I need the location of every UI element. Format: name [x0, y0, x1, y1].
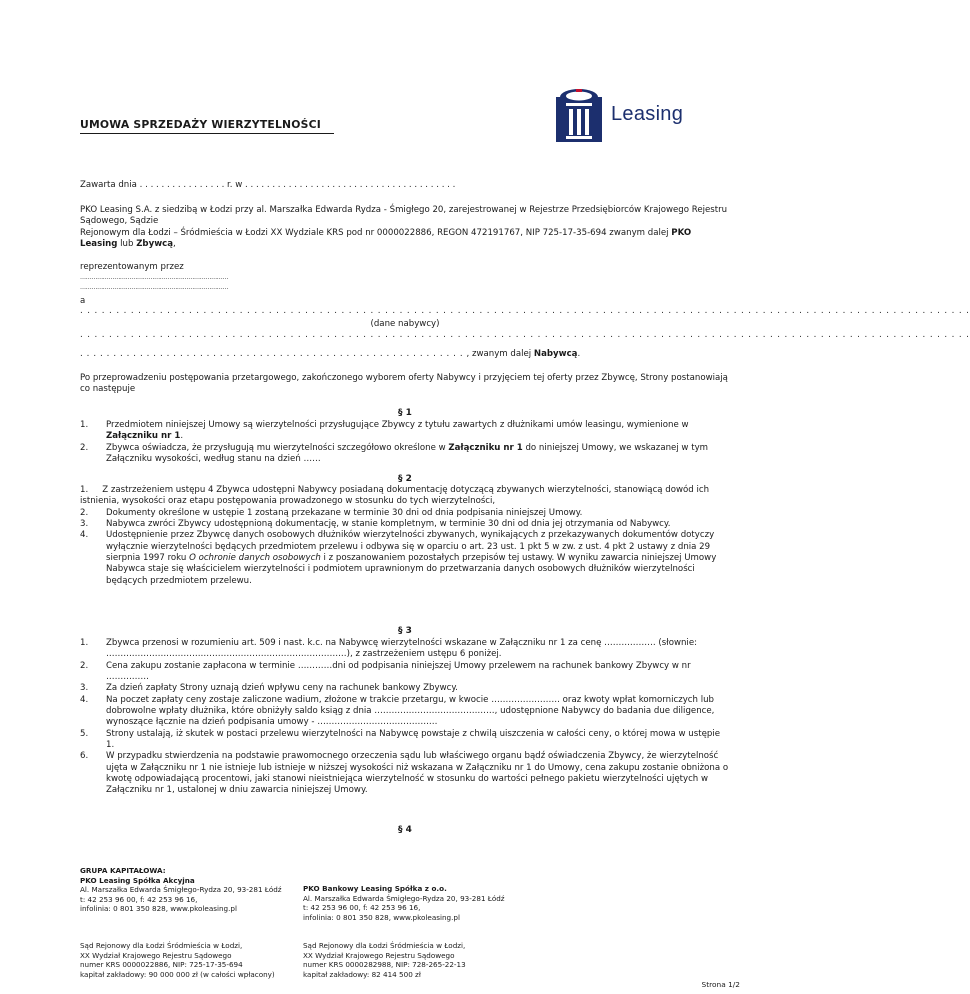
list-item: 5. Strony ustalają, iż skutek w postaci przelewu wierzytelności na Nabywcę powstaje z chwilą uiszczenia w całości ceny, o której mowa w ustępie 1. — [80, 728, 721, 751]
footer-right-registry: Sąd Rejonowy dla Łodzi Śródmieścia w Łodzi, XX Wydział Krajowego Rejestru Sądowego numer KRS 0000282988, NIP: 728-265-22-13 kapitał zakładowy: 82 414 500 zł — [303, 941, 466, 979]
list-item: 2. Dokumenty określone w ustępie 1 zostaną przekazane w terminie 30 dni od dnia podpisania niniejszej Umowy. — [80, 507, 583, 518]
section-3-heading: § 3 — [398, 626, 412, 636]
list-item: 3. Nabywca zwróci Zbywcy udostępnioną dokumentację, w stanie kompletnym, w terminie 30 dni od dnia jej otrzymania od Nabywcy. — [80, 519, 671, 530]
concluded-line: Zawarta dnia . . . . . . . . . . . . . . . . r. w . . . . . . . . . . . . . . . . . . . . . . . . . . . . . . . . . . . . . . . — [80, 180, 456, 190]
buyer-data-caption: (dane nabywcy) — [370, 319, 440, 329]
list-item: 2. Cena zakupu zostanie zapłacona w terminie …………dni od podpisania niniejszej Umowy przelewem na rachunek bankowy Zbywcy w nr …………… — [80, 660, 691, 683]
list-item: 4. Na poczet zapłaty ceny zostaje zaliczone wadium, złożone w trakcie przetargu, w kwocie …………………… oraz kwoty wpłat komorniczych lub dobrowolne wpłaty dłużnika, które obniżyły saldo ksiąg z dnia ……………………………………, udostępnione Nabywcy do badania due diligence, wynoszące łącznie na dzień podpisania umowy - …………………………………… — [80, 694, 715, 728]
representative-line-1: …………………………………………………………………… — [80, 274, 229, 281]
and-conjunction: a — [80, 296, 86, 306]
list-item: 2. Zbywca oświadcza, że przysługują mu wierzytelności szczegółowo określone w Załączniku nr 1 do niniejszej Umowy, we wskazanej w tym Załączniku wysokości, według stanu na dzień …… — [80, 442, 709, 465]
section-1-list — [80, 420, 730, 465]
list-item: 1. Zbywca przenosi w rozumieniu art. 509 i nast. k.c. na Nabywcę wierzytelności wskazane w Załączniku nr 1 za cenę ……………… (słownie: …………………………………………………………………………), z zastrzeżeniem ustępu 6 poniżej. — [80, 638, 697, 660]
seller-text-1: PKO Leasing S.A. z siedzibą w Łodzi przy al. Marszałka Edwarda Rydza - Śmigłego 20, zarejestrowanej w Rejestrze Przedsiębiorców Krajowego Rejestru Sądowego, Sądzie — [80, 205, 728, 227]
footer-left-company: GRUPA KAPITAŁOWA: PKO Leasing Spółka Akcyjna Al. Marszałka Edwarda Śmigłego-Rydza 20, 93-281 Łódź t: 42 253 96 00, f: 42 253 96 16, infolinia: 0 801 350 828, www.pkoleasing.pl — [80, 866, 282, 913]
preamble: Po przeprowadzeniu postępowania przetargowego, zakończonego wyborem oferty Nabywcy i przyjęciem tej oferty przez Zbywcę, Strony postanowiają co następuje — [80, 373, 728, 395]
list-item: 4. Udostępnienie przez Zbywcę danych osobowych dłużników wierzytelności zbywanych, wynikających z przekazywanych dokumentów dotyczy wyłącznie wierzytelności będących przedmiotem przelewu i odbywa się w oparciu o art. 23 ust. 1 pkt 5 w zw. z ust. 4 pkt 2 ustawy z dnia 29 sierpnia 1997 roku O ochronie danych osobowych i z poszanowaniem pozostałych przepisów tej ustawy. W wyniku zawarcia niniejszej Umowy Nabywca staje się właścicielem wierzytelności i podmiotem uprawnionym do przetwarzania danych osobowych dłużników wierzytelności będących przedmiotem przelewu. — [80, 530, 717, 586]
list-item: 3. Za dzień zapłaty Strony uznają dzień wpływu ceny na rachunek bankowy Zbywcy. — [80, 683, 458, 694]
list-item: 6. W przypadku stwierdzenia na podstawie prawomocnego orzeczenia sądu lub właściwego organu bądź oświadczenia Zbywcy, że wierzytelność ujęta w Załączniku nr 1 nie istnieje lub istnieje w niższej wysokości niż wskazana w Załączniku nr 1 do Umowy, cena zakupu zostanie obniżona o kwotę odpowiadającą procentowi, jaki stanowi nieistniejąca wierzytelność w stosunku do wartości pełnego pakietu wierzytelności ujętych w Załączniku nr 1, ustalonej w dniu zawarcia niniejszej Umowy. — [80, 751, 729, 796]
section-3-list — [80, 638, 730, 797]
buyer-data-line-2: . . . . . . . . . . . . . . . . . . . . . . . . . . . . . . . . . . . . . . . . . . . . . . . . . . . . . . . . . . . . . . . . . . . . . . . . . . . . . . . . . . . . . . . . . . . . . . . . . . . . . . . . . . . . . . . . . . . . . . . . . . . — [80, 330, 970, 340]
list-item: 1. Przedmiotem niniejszej Umowy są wierzytelności przysługujące Zbywcy z tytułu zawartych z dłużnikami umów leasingu, wymienione w Załączniku nr 1. — [80, 420, 689, 442]
pko-leasing-logo — [554, 87, 714, 143]
represented-by-label: reprezentowanym przez — [80, 262, 184, 272]
seller-paragraph — [80, 205, 730, 250]
section-4-heading: § 4 — [398, 825, 412, 835]
footer-left-registry: Sąd Rejonowy dla Łodzi Śródmieścia w Łodzi, XX Wydział Krajowego Rejestru Sądowego numer KRS 0000022886, NIP: 725-17-35-694 kapitał zakładowy: 90 000 000 zł (w całości wpłacony) — [80, 941, 275, 979]
section-2-heading: § 2 — [398, 474, 412, 484]
footer-right-company: PKO Bankowy Leasing Spółka z o.o. Al. Marszałka Edwarda Śmigłego-Rydza 20, 93-281 Łódź t: 42 253 96 00, f: 42 253 96 16, infolinia: 0 801 350 828, www.pkoleasing.pl — [303, 884, 505, 922]
document-title: UMOWA SPRZEDAŻY WIERZYTELNOŚCI — [80, 118, 321, 131]
pko-bank-emblem-icon — [554, 87, 604, 143]
buyer-data-line-1: . . . . . . . . . . . . . . . . . . . . . . . . . . . . . . . . . . . . . . . . . . . . . . . . . . . . . . . . . . . . . . . . . . . . . . . . . . . . . . . . . . . . . . . . . . . . . . . . . . . . . . . . . . . . . . . . . . . . . . . . . . . — [80, 306, 970, 316]
page-number: Strona 1/2 — [701, 980, 740, 989]
buyer-named-line: . . . . . . . . . . . . . . . . . . . . . . . . . . . . . . . . . . . . . . . . . . . . . . . . . . . . . . . . . . , zwanym dalej Nabywcą. — [80, 349, 581, 359]
title-underline — [80, 133, 334, 134]
section-2-list — [80, 485, 730, 587]
logo-leasing-text: Leasing — [611, 103, 684, 125]
section-1-heading: § 1 — [398, 408, 412, 418]
list-item: 1. Z zastrzeżeniem ustępu 4 Zbywca udostępni Nabywcy posiadaną dokumentację dotyczącą zbywanych wierzytelności, stanowiącą dowód ich istnienia, wysokości oraz etapu postępowania prowadzonego w stosunku do tych wierzytelności, — [80, 485, 710, 507]
representative-line-2: …………………………………………………………………… — [80, 284, 229, 291]
seller-text-2: Rejonowym dla Łodzi – Śródmieścia w Łodzi XX Wydziale KRS pod nr 0000022886, REGON 472191767, NIP 725-17-35-694 zwanym dalej PKO Leasing lub Zbywcą, — [80, 227, 692, 250]
